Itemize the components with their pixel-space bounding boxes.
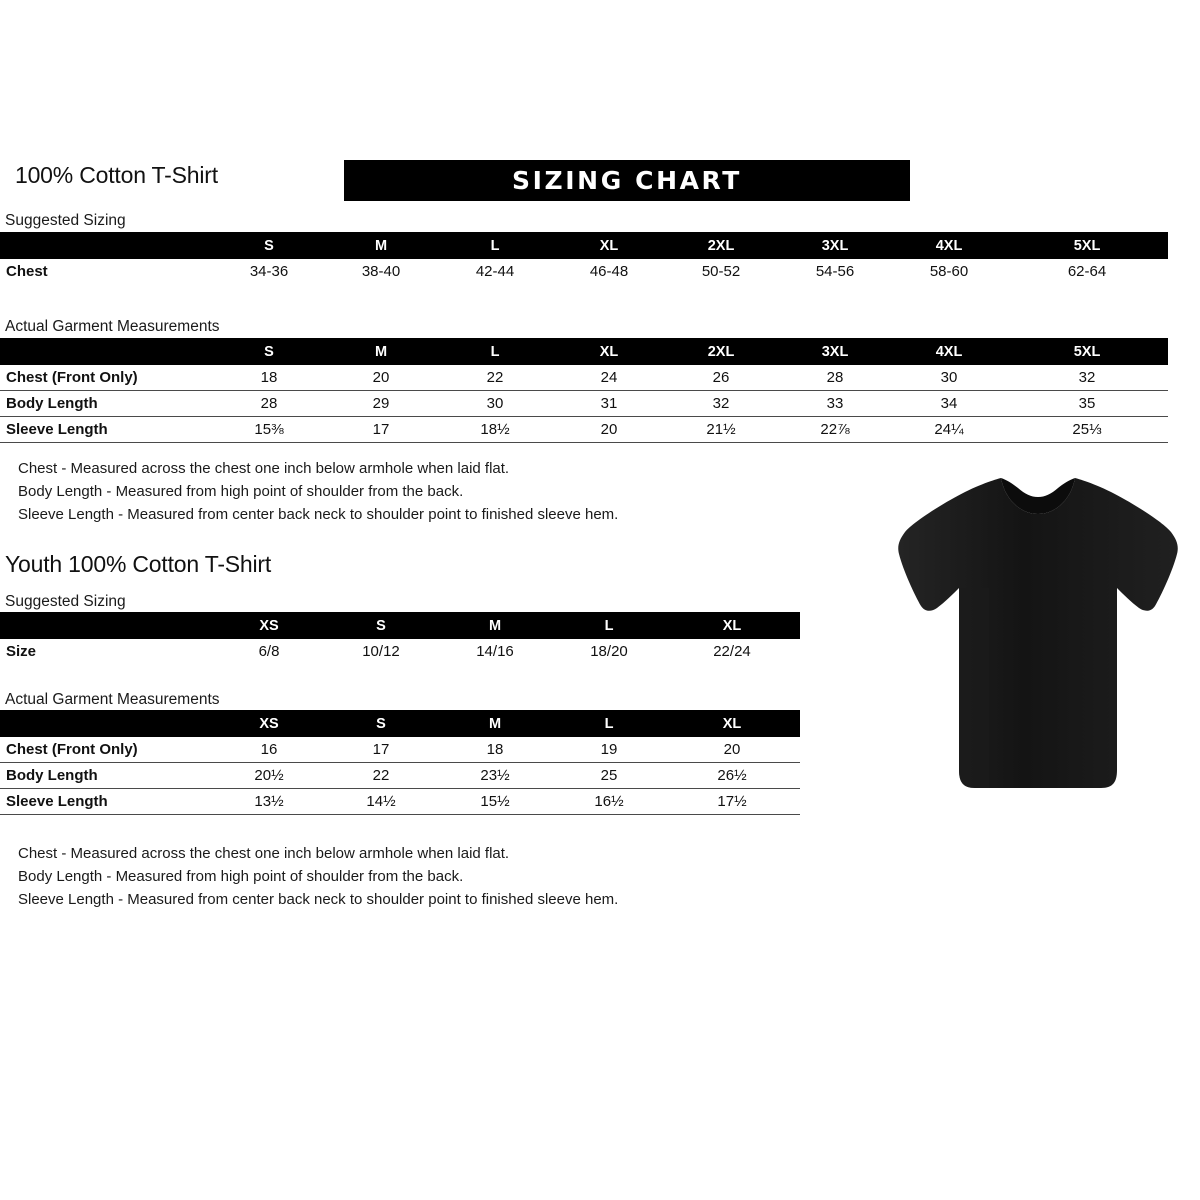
col-header: XL: [554, 232, 664, 259]
cell: 18: [212, 365, 326, 391]
cell: 10/12: [326, 639, 436, 664]
col-header: [0, 710, 212, 737]
col-header: 5XL: [1006, 232, 1168, 259]
cell: 18/20: [554, 639, 664, 664]
col-header: M: [326, 232, 436, 259]
col-header: 4XL: [892, 338, 1006, 365]
cell: 15⅜: [212, 417, 326, 443]
adult-measurement-notes: [18, 457, 618, 526]
cell: 24: [554, 365, 664, 391]
col-header: 3XL: [778, 338, 892, 365]
tshirt-illustration: [893, 470, 1183, 810]
col-header: 5XL: [1006, 338, 1168, 365]
note-line: Body Length - Measured from high point of shoulder from the back.: [18, 483, 464, 500]
note-line: Body Length - Measured from high point of shoulder from the back.: [18, 868, 464, 885]
cell: 14/16: [436, 639, 554, 664]
cell: 13½: [212, 789, 326, 815]
cell: 62-64: [1006, 259, 1168, 284]
cell: 14½: [326, 789, 436, 815]
col-header: XL: [664, 612, 800, 639]
col-header: S: [212, 338, 326, 365]
col-header: [0, 338, 212, 365]
cell: 32: [664, 391, 778, 417]
col-header: [0, 232, 212, 259]
cell: 25⅓: [1006, 417, 1168, 443]
table-row: [0, 639, 800, 664]
youth-suggested-table: [0, 612, 800, 664]
cell: 20½: [212, 763, 326, 789]
cell: 31: [554, 391, 664, 417]
cell: 6/8: [212, 639, 326, 664]
cell: 58-60: [892, 259, 1006, 284]
youth-suggested-label: Suggested Sizing: [5, 593, 126, 610]
cell: 22: [436, 365, 554, 391]
cell: 35: [1006, 391, 1168, 417]
cell: 18: [436, 737, 554, 763]
cell: 28: [212, 391, 326, 417]
col-header: L: [436, 232, 554, 259]
row-header: Body Length: [0, 391, 212, 417]
youth-section-title: Youth 100% Cotton T-Shirt: [5, 551, 272, 577]
cell: 33: [778, 391, 892, 417]
cell: 54-56: [778, 259, 892, 284]
table-row: [0, 737, 800, 763]
col-header: M: [436, 710, 554, 737]
col-header: L: [554, 612, 664, 639]
cell: 23½: [436, 763, 554, 789]
cell: 21½: [664, 417, 778, 443]
col-header: [0, 612, 212, 639]
col-header: M: [436, 612, 554, 639]
col-header: 2XL: [664, 232, 778, 259]
cell: 32: [1006, 365, 1168, 391]
cell: 20: [554, 417, 664, 443]
cell: 22/24: [664, 639, 800, 664]
cell: 22: [326, 763, 436, 789]
table-row: [0, 789, 800, 815]
page-title: 100% Cotton T-Shirt: [15, 162, 218, 188]
col-header: S: [212, 232, 326, 259]
note-line: Sleeve Length - Measured from center back neck to shoulder point to finished sleeve hem.: [18, 506, 619, 523]
table-header-row: [0, 338, 1168, 365]
cell: 50-52: [664, 259, 778, 284]
row-header: Chest (Front Only): [0, 365, 212, 391]
table-header-row: [0, 612, 800, 639]
cell: 17: [326, 737, 436, 763]
youth-measurement-notes: [18, 842, 618, 911]
table-row: [0, 391, 1168, 417]
header-row: [10, 160, 900, 202]
table-header-row: [0, 232, 1168, 259]
sizing-chart-banner: [344, 160, 910, 201]
cell: 42-44: [436, 259, 554, 284]
cell: 34-36: [212, 259, 326, 284]
adult-actual-label: Actual Garment Measurements: [5, 318, 220, 335]
cell: 16½: [554, 789, 664, 815]
cell: 29: [326, 391, 436, 417]
cell: 34: [892, 391, 1006, 417]
cell: 15½: [436, 789, 554, 815]
col-header: S: [326, 612, 436, 639]
table-row: [0, 763, 800, 789]
cell: 30: [892, 365, 1006, 391]
adult-actual-table: [0, 338, 1168, 443]
cell: 17: [326, 417, 436, 443]
cell: 24¼: [892, 417, 1006, 443]
adult-suggested-label: Suggested Sizing: [5, 212, 126, 229]
table-row: [0, 365, 1168, 391]
note-line: Chest - Measured across the chest one inch below armhole when laid flat.: [18, 460, 510, 477]
row-header: Size: [0, 639, 212, 664]
table-header-row: [0, 710, 800, 737]
cell: 28: [778, 365, 892, 391]
note-line: Chest - Measured across the chest one inch below armhole when laid flat.: [18, 845, 510, 862]
note-line: Sleeve Length - Measured from center back neck to shoulder point to finished sleeve hem.: [18, 891, 619, 908]
youth-actual-label: Actual Garment Measurements: [5, 691, 220, 708]
cell: 38-40: [326, 259, 436, 284]
row-header: Body Length: [0, 763, 212, 789]
row-header: Sleeve Length: [0, 417, 212, 443]
adult-suggested-table: [0, 232, 1168, 284]
cell: 17½: [664, 789, 800, 815]
col-header: 3XL: [778, 232, 892, 259]
row-header: Sleeve Length: [0, 789, 212, 815]
col-header: M: [326, 338, 436, 365]
col-header: L: [436, 338, 554, 365]
row-header: Chest: [0, 259, 212, 284]
col-header: XL: [664, 710, 800, 737]
table-row: [0, 259, 1168, 284]
col-header: XS: [212, 710, 326, 737]
cell: 30: [436, 391, 554, 417]
tshirt-icon: [893, 470, 1183, 810]
cell: 26½: [664, 763, 800, 789]
sizing-chart-banner-label: SIZING CHART: [512, 166, 742, 195]
cell: 46-48: [554, 259, 664, 284]
col-header: L: [554, 710, 664, 737]
cell: 20: [326, 365, 436, 391]
col-header: 2XL: [664, 338, 778, 365]
col-header: S: [326, 710, 436, 737]
table-row: [0, 417, 1168, 443]
cell: 22⅞: [778, 417, 892, 443]
col-header: XL: [554, 338, 664, 365]
cell: 19: [554, 737, 664, 763]
cell: 25: [554, 763, 664, 789]
cell: 26: [664, 365, 778, 391]
cell: 18½: [436, 417, 554, 443]
cell: 16: [212, 737, 326, 763]
youth-actual-table: [0, 710, 800, 815]
col-header: 4XL: [892, 232, 1006, 259]
col-header: XS: [212, 612, 326, 639]
cell: 20: [664, 737, 800, 763]
row-header: Chest (Front Only): [0, 737, 212, 763]
